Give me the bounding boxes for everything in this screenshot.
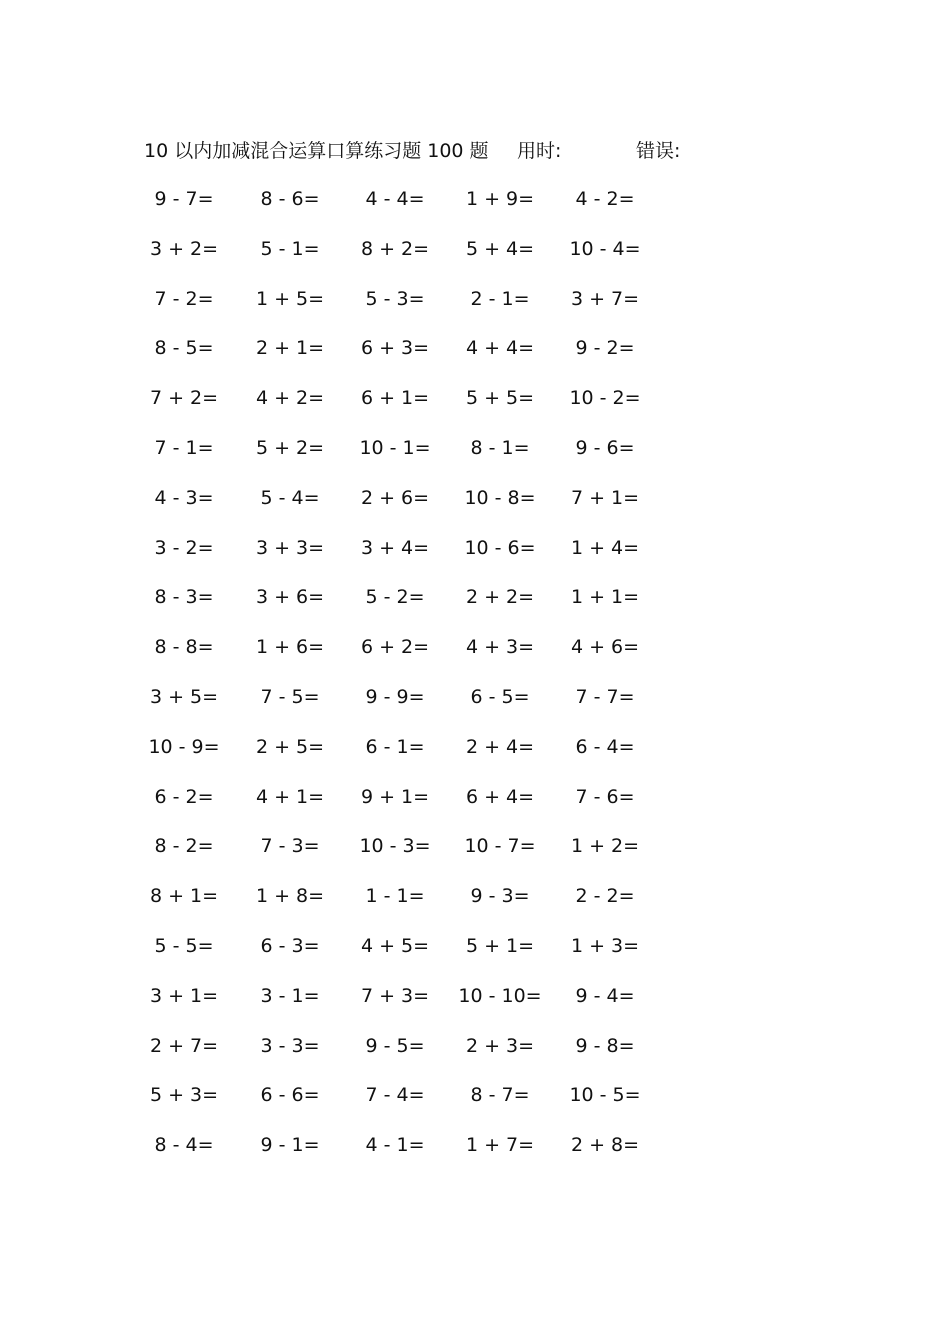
arithmetic-problem: 2 + 1=	[255, 337, 325, 360]
arithmetic-problem: 8 + 1=	[149, 885, 219, 908]
arithmetic-problem: 10 - 1=	[359, 436, 431, 459]
arithmetic-problem: 8 - 7=	[470, 1084, 530, 1107]
error-count-label: 错误:	[636, 140, 681, 162]
problem-row	[150, 286, 690, 336]
arithmetic-problem: 7 - 6=	[575, 785, 635, 808]
problem-row	[150, 584, 690, 634]
arithmetic-problem: 5 + 3=	[149, 1084, 219, 1107]
arithmetic-problem: 9 - 3=	[470, 885, 530, 908]
arithmetic-problem: 4 - 4=	[365, 188, 425, 210]
arithmetic-problem: 10 - 8=	[464, 486, 536, 509]
arithmetic-problem: 10 - 4=	[569, 237, 641, 260]
arithmetic-problem: 7 + 3=	[360, 984, 430, 1007]
arithmetic-problem: 7 - 7=	[575, 685, 635, 708]
arithmetic-problem: 4 + 5=	[360, 934, 430, 957]
arithmetic-problem: 3 + 5=	[149, 685, 219, 708]
arithmetic-problem: 8 - 2=	[154, 835, 214, 858]
arithmetic-problem: 1 + 7=	[465, 1134, 535, 1157]
arithmetic-problem: 7 - 1=	[154, 436, 214, 459]
arithmetic-problem: 6 - 5=	[470, 685, 530, 708]
arithmetic-problem: 4 - 2=	[575, 188, 635, 210]
problem-row	[150, 883, 690, 933]
arithmetic-problem: 2 - 1=	[470, 287, 530, 310]
arithmetic-problem: 6 - 6=	[260, 1084, 320, 1107]
arithmetic-problem: 1 + 6=	[255, 636, 325, 659]
arithmetic-problem: 5 + 2=	[255, 436, 325, 459]
arithmetic-problem: 6 + 2=	[360, 636, 430, 659]
arithmetic-problem: 2 + 4=	[465, 735, 535, 758]
arithmetic-problem: 1 + 1=	[570, 586, 640, 609]
arithmetic-problem: 8 - 6=	[260, 188, 320, 210]
arithmetic-problem: 1 + 9=	[465, 188, 535, 210]
arithmetic-problem: 5 - 3=	[365, 287, 425, 310]
arithmetic-problem: 5 - 2=	[365, 586, 425, 609]
arithmetic-problem: 7 - 3=	[260, 835, 320, 858]
arithmetic-problem: 1 + 3=	[570, 934, 640, 957]
problem-row	[150, 684, 690, 734]
arithmetic-problem: 9 - 9=	[365, 685, 425, 708]
arithmetic-problem: 1 + 8=	[255, 885, 325, 908]
problem-row	[150, 485, 690, 535]
problem-row	[150, 784, 690, 834]
arithmetic-problem: 6 - 2=	[154, 785, 214, 808]
arithmetic-problem: 7 + 1=	[570, 486, 640, 509]
arithmetic-problem: 8 + 2=	[360, 237, 430, 260]
problem-row	[150, 734, 690, 784]
problem-row	[150, 1033, 690, 1083]
arithmetic-problem: 4 + 2=	[255, 387, 325, 410]
arithmetic-problem: 3 - 1=	[260, 984, 320, 1007]
arithmetic-problem: 6 - 1=	[365, 735, 425, 758]
arithmetic-problem: 9 - 6=	[575, 436, 635, 459]
arithmetic-problem: 9 - 1=	[260, 1134, 320, 1157]
problem-row	[150, 983, 690, 1033]
problem-row	[150, 335, 690, 385]
arithmetic-problem: 10 - 3=	[359, 835, 431, 858]
problem-row	[150, 1132, 690, 1182]
problem-row	[150, 385, 690, 435]
arithmetic-problem: 8 - 1=	[470, 436, 530, 459]
arithmetic-problem: 2 - 2=	[575, 885, 635, 908]
arithmetic-problem: 4 + 4=	[465, 337, 535, 360]
arithmetic-problem: 1 + 4=	[570, 536, 640, 559]
problem-row	[150, 535, 690, 585]
arithmetic-problem: 2 + 3=	[465, 1034, 535, 1057]
arithmetic-problem: 4 + 3=	[465, 636, 535, 659]
arithmetic-problem: 7 - 2=	[154, 287, 214, 310]
time-used-label: 用时:	[517, 140, 562, 162]
arithmetic-problem: 9 - 7=	[154, 188, 214, 210]
arithmetic-problem: 10 - 6=	[464, 536, 536, 559]
arithmetic-problem: 5 - 4=	[260, 486, 320, 509]
arithmetic-problem: 4 - 1=	[365, 1134, 425, 1157]
arithmetic-problem: 3 + 3=	[255, 536, 325, 559]
arithmetic-problem: 9 - 8=	[575, 1034, 635, 1057]
arithmetic-problem: 2 + 7=	[149, 1034, 219, 1057]
arithmetic-problem: 9 + 1=	[360, 785, 430, 808]
arithmetic-problem: 7 - 5=	[260, 685, 320, 708]
arithmetic-problem: 8 - 8=	[154, 636, 214, 659]
problem-grid	[150, 186, 690, 1182]
arithmetic-problem: 2 + 2=	[465, 586, 535, 609]
arithmetic-problem: 5 + 1=	[465, 934, 535, 957]
arithmetic-problem: 10 - 2=	[569, 387, 641, 410]
arithmetic-problem: 3 - 2=	[154, 536, 214, 559]
arithmetic-problem: 3 + 6=	[255, 586, 325, 609]
arithmetic-problem: 2 + 5=	[255, 735, 325, 758]
arithmetic-problem: 6 - 4=	[575, 735, 635, 758]
arithmetic-problem: 5 - 1=	[260, 237, 320, 260]
problem-row	[150, 186, 690, 236]
arithmetic-problem: 3 - 3=	[260, 1034, 320, 1057]
arithmetic-problem: 8 - 5=	[154, 337, 214, 360]
arithmetic-problem: 6 + 3=	[360, 337, 430, 360]
arithmetic-problem: 10 - 5=	[569, 1084, 641, 1107]
arithmetic-problem: 10 - 9=	[148, 735, 220, 758]
arithmetic-problem: 5 + 4=	[465, 237, 535, 260]
worksheet-title: 10 以内加减混合运算口算练习题 100 题	[144, 140, 489, 162]
arithmetic-problem: 5 - 5=	[154, 934, 214, 957]
arithmetic-problem: 3 + 1=	[149, 984, 219, 1007]
problem-row	[150, 933, 690, 983]
arithmetic-problem: 3 + 7=	[570, 287, 640, 310]
arithmetic-problem: 6 + 1=	[360, 387, 430, 410]
arithmetic-problem: 6 - 3=	[260, 934, 320, 957]
arithmetic-problem: 3 + 2=	[149, 237, 219, 260]
problem-row	[150, 634, 690, 684]
arithmetic-problem: 10 - 10=	[458, 984, 542, 1007]
arithmetic-problem: 8 - 4=	[154, 1134, 214, 1157]
arithmetic-problem: 4 + 6=	[570, 636, 640, 659]
arithmetic-problem: 7 + 2=	[149, 387, 219, 410]
arithmetic-problem: 4 + 1=	[255, 785, 325, 808]
arithmetic-problem: 1 - 1=	[365, 885, 425, 908]
problem-row	[150, 1082, 690, 1132]
arithmetic-problem: 1 + 2=	[570, 835, 640, 858]
problem-row	[150, 236, 690, 286]
arithmetic-problem: 2 + 6=	[360, 486, 430, 509]
arithmetic-problem: 3 + 4=	[360, 536, 430, 559]
arithmetic-problem: 9 - 4=	[575, 984, 635, 1007]
arithmetic-problem: 6 + 4=	[465, 785, 535, 808]
arithmetic-problem: 1 + 5=	[255, 287, 325, 310]
arithmetic-problem: 5 + 5=	[465, 387, 535, 410]
arithmetic-problem: 7 - 4=	[365, 1084, 425, 1107]
arithmetic-problem: 9 - 2=	[575, 337, 635, 360]
arithmetic-problem: 2 + 8=	[570, 1134, 640, 1157]
arithmetic-problem: 9 - 5=	[365, 1034, 425, 1057]
arithmetic-problem: 10 - 7=	[464, 835, 536, 858]
problem-row	[150, 833, 690, 883]
arithmetic-problem: 8 - 3=	[154, 586, 214, 609]
problem-row	[150, 435, 690, 485]
arithmetic-problem: 4 - 3=	[154, 486, 214, 509]
